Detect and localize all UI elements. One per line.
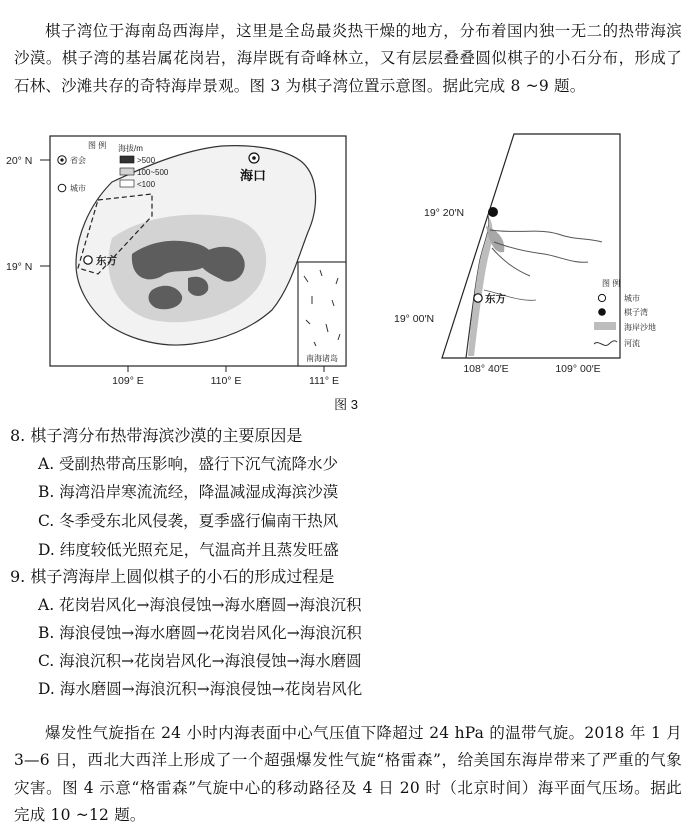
- legend-elev-high: >500: [137, 156, 156, 165]
- lat-20-label: 20° N: [6, 155, 33, 167]
- elev-high-swatch: [120, 156, 134, 163]
- detail-bay-symbol-icon: [598, 308, 606, 316]
- legend-capital: 省会: [70, 156, 86, 165]
- question-8-option-c: C. 冬季受东北风侵袭，夏季盛行偏南干热风: [38, 512, 339, 530]
- lat-1920-label: 19° 20′N: [424, 207, 465, 219]
- hainan-map-svg: [2, 128, 352, 390]
- detail-city-symbol-icon: [598, 294, 605, 301]
- legend-city: 城市: [70, 184, 86, 193]
- elev-mid-swatch: [120, 168, 134, 175]
- city-symbol-icon: [58, 184, 66, 192]
- lon-110-label: 110° E: [210, 375, 242, 387]
- haikou-label: 海口: [240, 168, 267, 183]
- lat-1900-label: 19° 00′N: [394, 313, 435, 325]
- cyclone-paragraph: 爆发性气旋指在 24 小时内海表面中心气压值下降超过 24 hPa 的温带气旋。2018 年 1 月 3—6 日，西北大西洋上形成了一个超强爆发性气旋“格雷森”，给美国东海岸带来了严重的气象灾害。图 4 示意“格雷森”气旋中心的移动路径及 4 日 20 时（北京时间）海平面气压场。据此完成 10 ~12 题。: [14, 723, 682, 824]
- elev-low-swatch: [120, 180, 134, 187]
- question-9-stem: 9. 棋子湾海岸上圆似棋子的小石的形成过程是: [10, 567, 335, 586]
- figure-caption: 图 3: [334, 397, 358, 412]
- qiziwan-map: [388, 130, 688, 392]
- detail-frame: [442, 134, 620, 358]
- question-8-option-d: D. 纬度较低光照充足，气温高并且蒸发旺盛: [38, 541, 339, 559]
- dongfang-marker-icon: [84, 256, 92, 264]
- hainan-map: [2, 128, 352, 390]
- question-8-option-b: B. 海湾沿岸寒流流经，降温减湿成海滨沙漠: [38, 483, 339, 501]
- detail-legend-bay: 棋子湾: [624, 308, 648, 317]
- detail-legend-city: 城市: [624, 294, 640, 303]
- legend-elev-title: 海拔/m: [118, 144, 143, 153]
- dongfang-detail-marker-icon: [474, 294, 482, 302]
- lon-109-label: 109° E: [112, 375, 144, 387]
- lon-10840-label: 108° 40′E: [463, 363, 509, 375]
- intro-paragraph: 棋子湾位于海南岛西海岸，这里是全岛最炎热干燥的地方，分布着国内独一无二的热带海滨沙漠。棋子湾的基岩属花岗岩，海岸既有奇峰林立，又有层层叠叠圆似棋子的小石分布，形成了石林、沙滩共存的奇特海岸景观。图 3 为棋子湾位置示意图。据此完成 8 ~9 题。: [14, 21, 682, 95]
- question-9-option-a: A. 花岗岩风化→海浪侵蚀→海水磨圆→海浪沉积: [38, 596, 362, 614]
- detail-sand-swatch: [594, 322, 616, 330]
- detail-legend-sand: 海岸沙地: [624, 323, 656, 332]
- inset-label: 南海诸岛: [306, 354, 338, 363]
- dongfang-detail-label: 东方: [485, 293, 506, 305]
- detail-legend-title: 图 例: [602, 279, 621, 288]
- question-9-option-c: C. 海浪沉积→花岗岩风化→海浪侵蚀→海水磨圆: [38, 652, 362, 670]
- qiziwan-marker-icon: [488, 207, 498, 217]
- question-8-option-a: A. 受副热带高压影响，盛行下沉气流降水少: [38, 455, 339, 473]
- dongfang-label: 东方: [96, 255, 117, 267]
- question-8-stem: 8. 棋子湾分布热带海滨沙漠的主要原因是: [10, 426, 303, 445]
- lat-19-label: 19° N: [6, 261, 33, 273]
- legend-elev-low: <100: [137, 180, 156, 189]
- question-9-option-b: B. 海浪侵蚀→海水磨圆→花岗岩风化→海浪沉积: [38, 624, 362, 642]
- lon-10900-label: 109° 00′E: [555, 363, 601, 375]
- legend-elev-mid: 100~500: [137, 168, 169, 177]
- detail-legend-river: 河流: [624, 339, 640, 348]
- lon-111-label: 111° E: [308, 375, 340, 387]
- legend-title: 图 例: [88, 141, 107, 150]
- qiziwan-map-svg: [388, 130, 688, 392]
- question-9-option-d: D. 海水磨圆→海浪沉积→海浪侵蚀→花岗岩风化: [38, 680, 363, 698]
